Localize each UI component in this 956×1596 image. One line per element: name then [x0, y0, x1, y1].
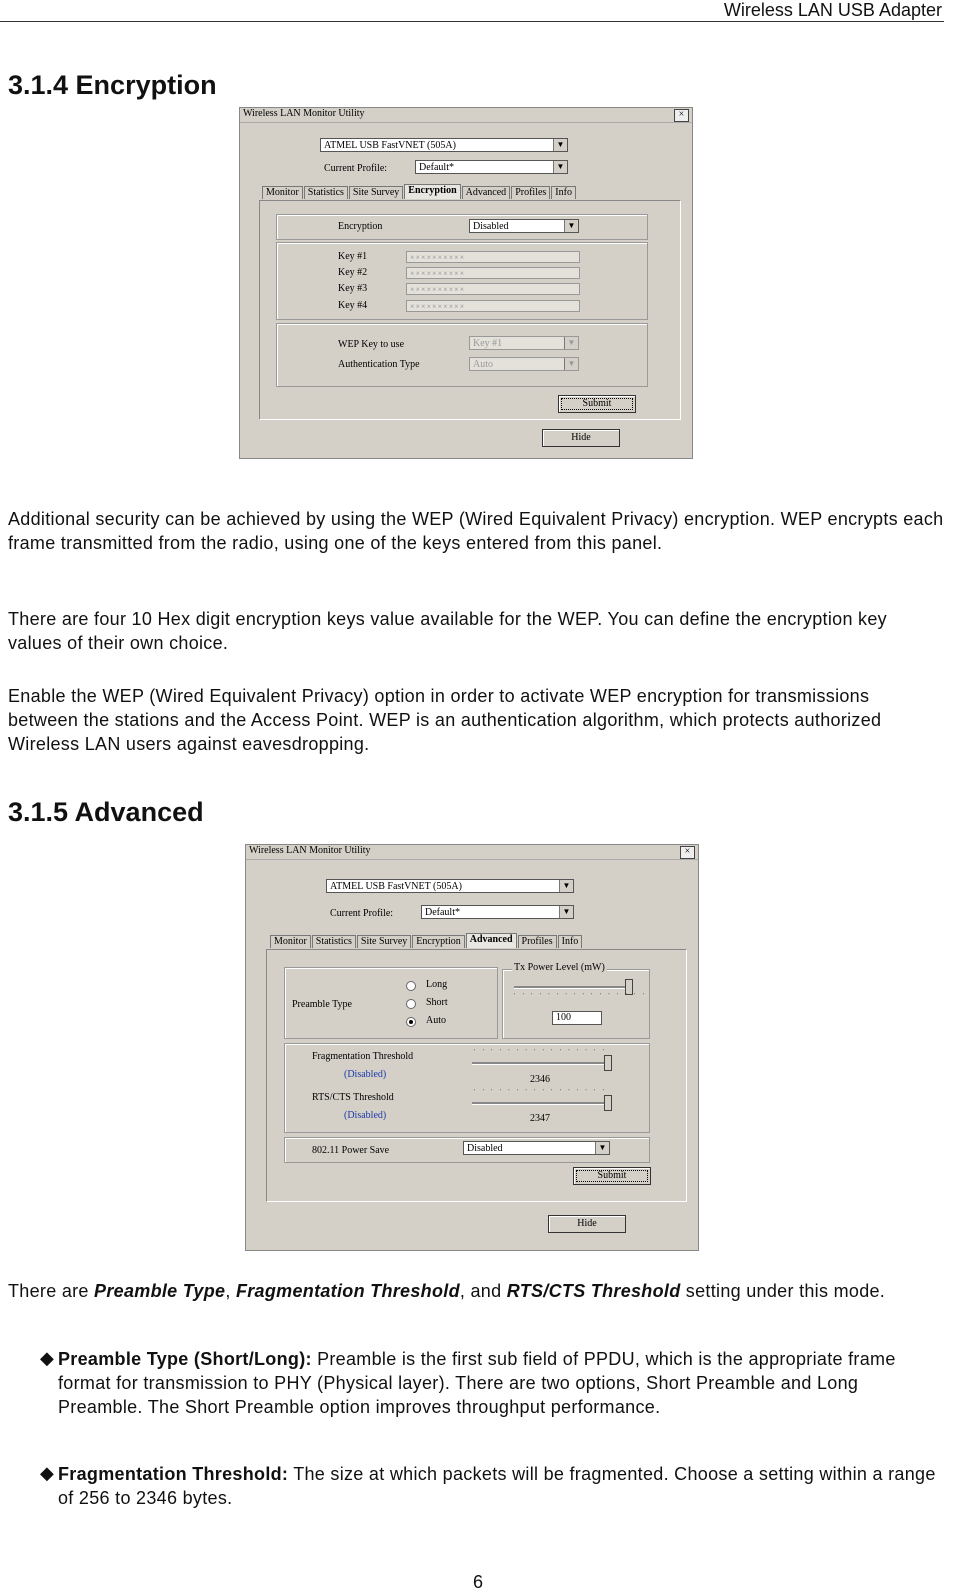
rts-slider-track: [472, 1102, 608, 1105]
header-title: Wireless LAN USB Adapter: [723, 0, 942, 20]
power-save-label: 802.11 Power Save: [312, 1145, 390, 1156]
preamble-auto-radio[interactable]: [406, 1017, 416, 1027]
key1-label: Key #1: [338, 251, 368, 262]
wep-group: [276, 323, 648, 387]
key2-label: Key #2: [338, 267, 368, 278]
preamble-type-label: Preamble Type: [292, 999, 352, 1010]
tab-bar: [270, 935, 583, 949]
key3-label: Key #3: [338, 283, 368, 294]
auth-type-select[interactable]: [469, 357, 579, 371]
tx-power-slider-track: [514, 986, 632, 989]
adapter-value: ATMEL USB FastVNET (505A): [324, 140, 456, 151]
intro-sep: ,: [225, 1281, 236, 1301]
key2-field[interactable]: ××××××××××: [406, 267, 580, 279]
close-icon[interactable]: ×: [674, 109, 689, 122]
bullet-term: Preamble Type (Short/Long):: [58, 1349, 312, 1369]
tab-monitor[interactable]: Monitor: [270, 935, 311, 948]
hide-button[interactable]: Hide: [542, 429, 620, 447]
chevron-down-icon: ▼: [559, 880, 573, 892]
adapter-select[interactable]: [320, 138, 568, 152]
tx-power-input[interactable]: 100: [552, 1011, 602, 1025]
encryption-label: Encryption: [338, 221, 383, 232]
key1-field[interactable]: ××××××××××: [406, 251, 580, 263]
chevron-down-icon: ▼: [564, 337, 578, 349]
frag-threshold-label: Fragmentation Threshold: [312, 1051, 414, 1062]
adapter-value: ATMEL USB FastVNET (505A): [330, 881, 462, 892]
profile-value: Default*: [425, 907, 460, 918]
intro-term-fragmentation: Fragmentation Threshold: [235, 1281, 460, 1301]
preamble-short-radio[interactable]: [406, 999, 416, 1009]
chevron-down-icon: ▼: [564, 358, 578, 370]
wep-key-value: Key #1: [473, 338, 503, 349]
profile-value: Default*: [419, 162, 454, 173]
adapter-select[interactable]: [326, 879, 574, 893]
auth-type-value: Auto: [473, 359, 493, 370]
preamble-long-label: Long: [426, 979, 448, 990]
chevron-down-icon: ▼: [595, 1142, 609, 1154]
tab-advanced[interactable]: Advanced: [466, 933, 517, 948]
tab-encryption[interactable]: Encryption: [412, 935, 464, 948]
key4-field[interactable]: ××××××××××: [406, 300, 580, 312]
preamble-long-radio[interactable]: [406, 981, 416, 991]
preamble-short-label: Short: [426, 997, 448, 1008]
rts-threshold-state: (Disabled): [344, 1110, 387, 1121]
intro-text: setting under this mode.: [680, 1281, 886, 1301]
tab-site-survey[interactable]: Site Survey: [357, 935, 411, 948]
encryption-paragraph-2: There are four 10 Hex digit encryption keys value available for the WEP. You can define the encryption key values of their own choice.: [8, 609, 887, 653]
page-number: 6: [472, 1572, 483, 1592]
section-heading-advanced: 3.1.5 Advanced: [8, 797, 204, 827]
bullet-text: Preamble is the first sub field of PPDU, which is the appropriate frame format for transmission to PHY (Physical layer). There are two options, Short Preamble and Long Preamble. The Short Preamble option improves throughput performance.: [58, 1349, 896, 1417]
tx-power-label: Tx Power Level (mW): [514, 962, 605, 973]
advanced-dialog-screenshot: [245, 844, 699, 1251]
tab-advanced[interactable]: Advanced: [462, 186, 511, 199]
intro-term-rts: RTS/CTS Threshold: [506, 1281, 681, 1301]
tab-encryption[interactable]: Encryption: [404, 184, 460, 199]
rts-slider-ticks: ' ' ' ' ' ' ' ' ' ' ' ' ' ' ' ': [474, 1089, 607, 1095]
profile-label: Current Profile:: [324, 163, 388, 174]
encryption-value: Disabled: [473, 221, 509, 232]
profile-select[interactable]: [421, 905, 574, 919]
tab-profiles[interactable]: Profiles: [511, 186, 550, 199]
chevron-down-icon: ▼: [553, 139, 567, 151]
encryption-paragraph-3: Enable the WEP (Wired Equivalent Privacy) option in order to activate WEP encryption for transmissions between the stations and the Access Point. WEP is an authentication algorithm, which protects authorized Wireless LAN users against eavesdropping.: [8, 686, 882, 754]
wep-key-label: WEP Key to use: [338, 339, 405, 350]
submit-button[interactable]: Submit: [573, 1167, 651, 1185]
tab-info[interactable]: Info: [558, 935, 583, 948]
profile-label: Current Profile:: [330, 908, 394, 919]
encryption-select[interactable]: [469, 219, 579, 233]
bullet-preamble-type: [58, 1347, 938, 1419]
rts-threshold-label: RTS/CTS Threshold: [312, 1092, 394, 1103]
key3-field[interactable]: ××××××××××: [406, 283, 580, 295]
chevron-down-icon: ▼: [559, 906, 573, 918]
frag-slider-ticks: ' ' ' ' ' ' ' ' ' ' ' ' ' ' ' ': [474, 1049, 607, 1055]
intro-term-preamble: Preamble Type: [94, 1281, 226, 1301]
tx-power-ticks: ' ' ' ' ' ' ' ' ' ' ' ' ' ' ' ': [514, 993, 647, 999]
chevron-down-icon: ▼: [564, 220, 578, 232]
tab-site-survey[interactable]: Site Survey: [349, 186, 403, 199]
tab-statistics[interactable]: Statistics: [304, 186, 348, 199]
bullet-text: The size at which packets will be fragmented. Choose a setting within a range of 256 to 2346 bytes.: [58, 1464, 936, 1508]
power-save-value: Disabled: [467, 1143, 503, 1154]
tab-bar: [262, 186, 577, 200]
frag-threshold-value: 2346: [530, 1074, 550, 1085]
rts-slider-thumb[interactable]: [604, 1095, 612, 1111]
hide-button[interactable]: Hide: [548, 1215, 626, 1233]
frag-slider-track: [472, 1062, 608, 1065]
encryption-dialog-screenshot: [239, 107, 693, 459]
intro-sep: , and: [459, 1281, 507, 1301]
window-title: Wireless LAN Monitor Utility: [249, 845, 371, 856]
submit-button[interactable]: Submit: [558, 395, 636, 413]
tab-profiles[interactable]: Profiles: [518, 935, 557, 948]
wep-key-select[interactable]: [469, 336, 579, 350]
title-bar: [240, 108, 692, 123]
tab-monitor[interactable]: Monitor: [262, 186, 303, 199]
tab-statistics[interactable]: Statistics: [312, 935, 356, 948]
frag-slider-thumb[interactable]: [604, 1055, 612, 1071]
intro-text: There are: [8, 1281, 95, 1301]
bullet-fragmentation-threshold: [58, 1462, 938, 1510]
page-header: [0, 0, 944, 22]
tab-info[interactable]: Info: [551, 186, 576, 199]
window-title: Wireless LAN Monitor Utility: [243, 108, 365, 119]
close-icon[interactable]: ×: [680, 846, 695, 859]
profile-select[interactable]: [415, 160, 568, 174]
diamond-bullet-icon: ◆: [40, 1463, 54, 1483]
encryption-paragraph-1: Additional security can be achieved by using the WEP (Wired Equivalent Privacy) encryption. WEP encrypts each frame transmitted from the radio, using one of the keys entered from this panel.: [8, 509, 944, 553]
frag-threshold-state: (Disabled): [344, 1069, 387, 1080]
advanced-intro-paragraph: [8, 1279, 908, 1303]
chevron-down-icon: ▼: [553, 161, 567, 173]
auth-type-label: Authentication Type: [338, 359, 420, 370]
bullet-term: Fragmentation Threshold:: [58, 1464, 289, 1484]
encryption-group: [276, 214, 648, 240]
title-bar: [246, 845, 698, 860]
diamond-bullet-icon: ◆: [40, 1348, 54, 1368]
rts-threshold-value: 2347: [530, 1113, 550, 1124]
power-save-select[interactable]: [463, 1141, 610, 1155]
preamble-auto-label: Auto: [426, 1015, 446, 1026]
section-heading-encryption: 3.1.4 Encryption: [8, 70, 217, 100]
key4-label: Key #4: [338, 300, 368, 311]
